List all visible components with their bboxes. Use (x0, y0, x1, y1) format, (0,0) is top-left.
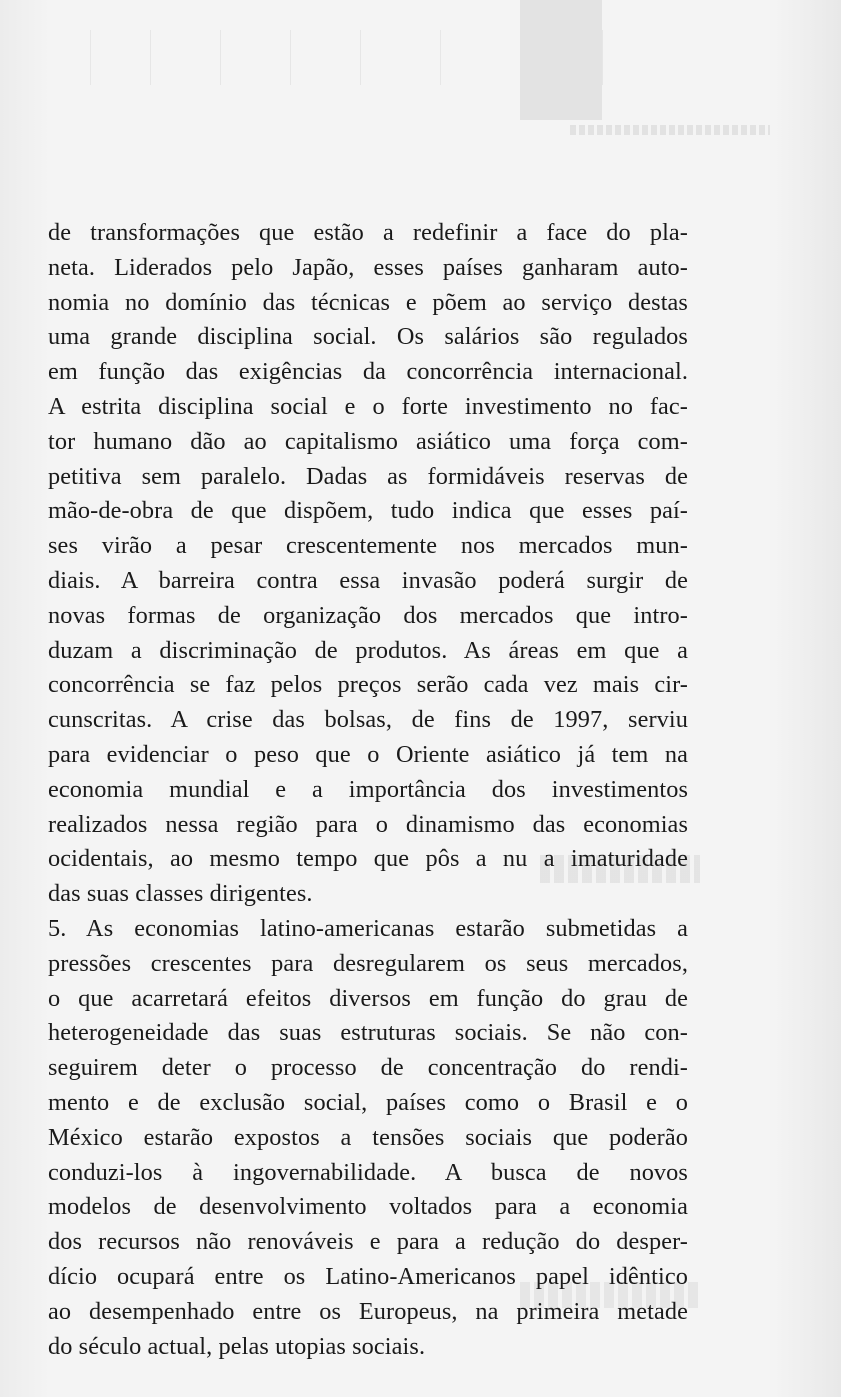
text-line: modelos de desenvolvimento voltados para a economia (48, 1193, 688, 1221)
text-line: para evidenciar o peso que o Oriente asiático já tem na (48, 740, 688, 768)
text-line: em função das exigências da concorrência internacional. (48, 358, 688, 386)
text-line: uma grande disciplina social. Os salários são regulados (48, 323, 688, 351)
show-through-column (440, 30, 521, 85)
text-line: A estrita disciplina social e o forte investimento no fac- (48, 392, 688, 420)
show-through-column (360, 30, 441, 85)
show-through-column (290, 30, 361, 85)
text-line: petitiva sem paralelo. Dadas as formidáveis reservas de (48, 462, 688, 490)
text-line: ao desempenhado entre os Europeus, na primeira metade (48, 1297, 688, 1325)
body-text (48, 216, 688, 1364)
text-line: dos recursos não renováveis e para a redução do desper- (48, 1228, 688, 1256)
text-line: o que acarretará efeitos diversos em função do grau de (48, 984, 688, 1012)
text-line: seguirem deter o processo de concentração do rendi- (48, 1054, 688, 1082)
text-line: 5. As economias latino-americanas estarão submetidas a (48, 914, 688, 942)
text-line-paragraph-end: das suas classes dirigentes. (48, 880, 313, 908)
show-through-table (90, 0, 690, 160)
text-line: tor humano dão ao capitalismo asiático uma força com- (48, 427, 688, 455)
text-line: dício ocupará entre os Latino-Americanos papel idêntico (48, 1262, 688, 1290)
text-line: conduzi-los à ingovernabilidade. A busca de novos (48, 1158, 688, 1186)
text-line: economia mundial e a importância dos investimentos (48, 775, 688, 803)
text-line: mão-de-obra de que dispõem, tudo indica que esses paí- (48, 497, 688, 525)
show-through-running-head (570, 125, 770, 135)
show-through-shaded-column (520, 0, 602, 120)
text-line-paragraph-end: do século actual, pelas utopias sociais. (48, 1332, 426, 1360)
text-line: diais. A barreira contra essa invasão poderá surgir de (48, 566, 688, 594)
text-line: ses virão a pesar crescentemente nos mercados mun- (48, 532, 688, 560)
show-through-column (220, 30, 291, 85)
text-line: heterogeneidade das suas estruturas sociais. Se não con- (48, 1019, 688, 1047)
text-line: concorrência se faz pelos preços serão cada vez mais cir- (48, 671, 688, 699)
text-line: México estarão expostos a tensões sociais que poderão (48, 1123, 688, 1151)
text-line: ocidentais, ao mesmo tempo que pôs a nu a imaturidade (48, 845, 688, 873)
show-through-column (150, 30, 221, 85)
text-line: realizados nessa região para o dinamismo das economias (48, 810, 688, 838)
text-line: de transformações que estão a redefinir a face do pla- (48, 219, 688, 246)
show-through-column (90, 30, 151, 85)
show-through-column (602, 30, 683, 85)
text-line: duzam a discriminação de produtos. As áreas em que a (48, 636, 688, 664)
text-line: mento e de exclusão social, países como o Brasil e o (48, 1088, 688, 1116)
text-line: nomia no domínio das técnicas e põem ao serviço destas (48, 288, 688, 316)
text-line: novas formas de organização dos mercados que intro- (48, 601, 688, 629)
text-line: cunscritas. A crise das bolsas, de fins de 1997, serviu (48, 706, 688, 734)
text-line: neta. Liderados pelo Japão, esses países ganharam auto- (48, 253, 688, 281)
text-line: pressões crescentes para desregularem os seus mercados, (48, 949, 688, 977)
